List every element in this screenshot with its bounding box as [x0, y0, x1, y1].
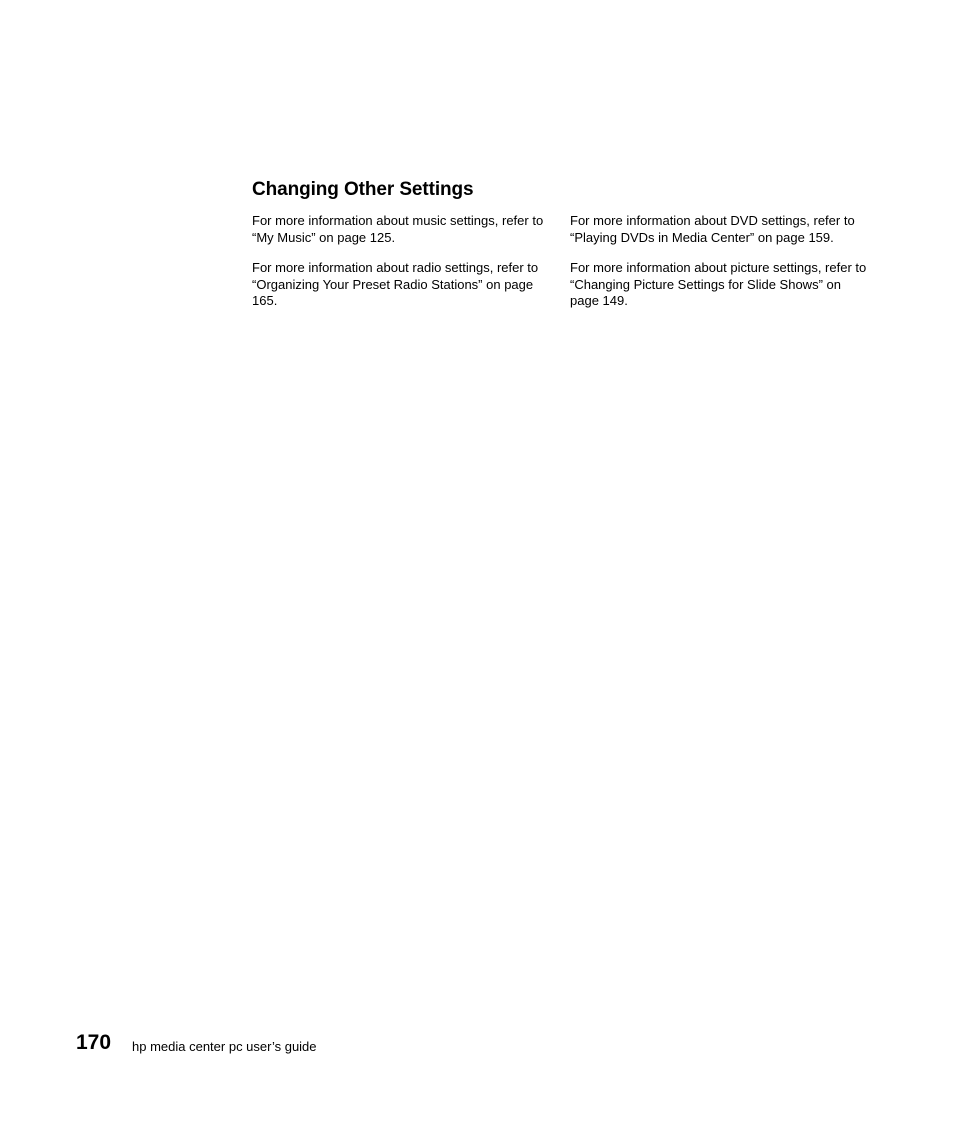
- footer-title: hp media center pc user’s guide: [132, 1039, 317, 1054]
- dvd-settings-paragraph: For more information about DVD settings, refer to “Playing DVDs in Media Center” on page 159.: [570, 213, 855, 245]
- right-column: [570, 213, 870, 324]
- page-number: 170: [76, 1031, 112, 1054]
- radio-settings-paragraph: For more information about radio settings, refer to “Organizing Your Preset Radio Stations” on page 165.: [252, 260, 539, 308]
- picture-settings-paragraph: For more information about picture settings, refer to “Changing Picture Settings for Slide Shows” on page 149.: [570, 260, 867, 308]
- left-column: [252, 213, 552, 324]
- music-settings-paragraph: For more information about music settings, refer to “My Music” on page 125.: [252, 213, 544, 245]
- section-heading: Changing Other Settings: [252, 179, 474, 200]
